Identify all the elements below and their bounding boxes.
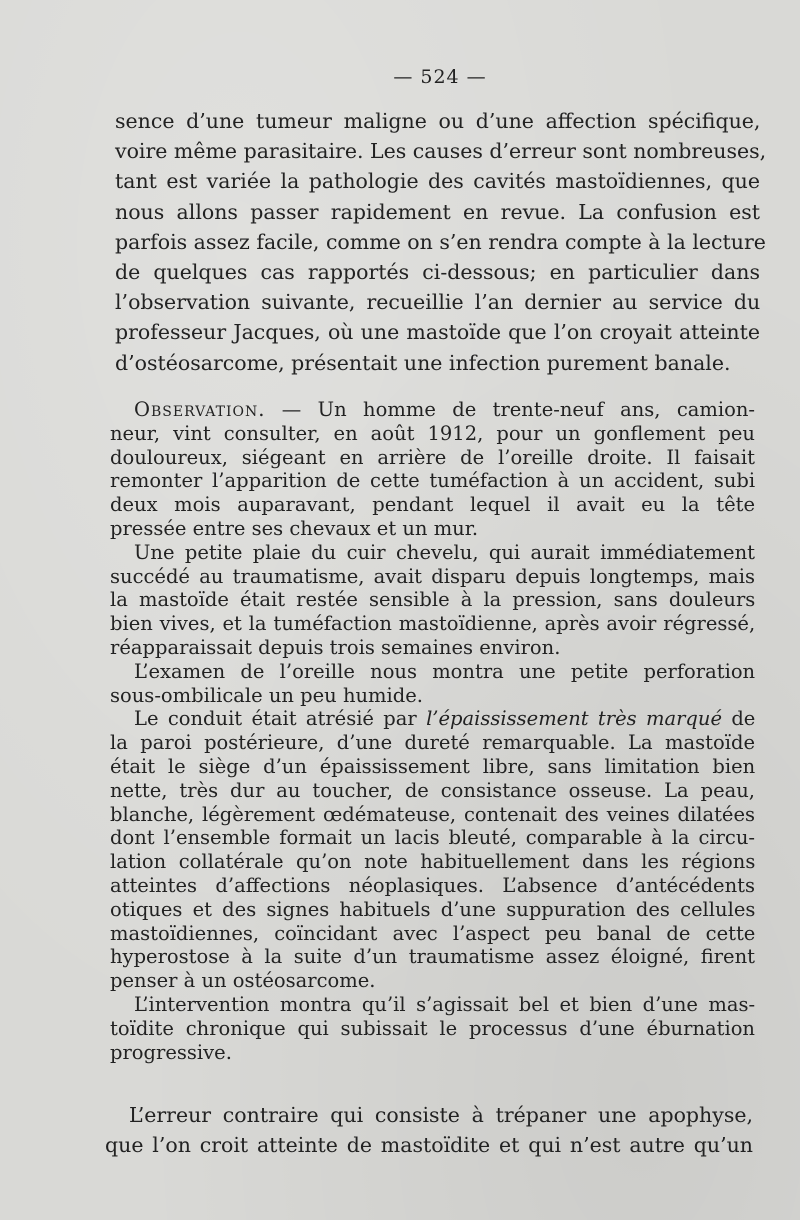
text-line: tant est variée la pathologie des cavités mastoïdiennes, que [115,169,760,194]
text-line: nous allons passer rapidement en revue. La confusion est [115,199,760,224]
text-line: professeur Jacques, où une mastoïde que l’on croyait atteinte [115,320,760,345]
text-line: sence d’une tumeur maligne ou d’une affection spécifique, [115,109,761,133]
text-line: L’erreur contraire qui consiste à trépaner une apophyse, [129,1103,753,1127]
observation-first-line-text: — Un homme de trente-neuf ans, camion- [265,398,755,421]
text-line: réapparaissait depuis trois semaines environ. [110,635,561,659]
intro-paragraph [115,106,767,378]
observation-section [110,398,755,1064]
italic-phrase: l’épaississement très marqué [426,707,722,731]
text-line: toïdite chronique qui subissait le processus d’une éburnation [110,1016,755,1040]
observation-heading: Observation. [134,398,266,421]
text-line: mastoïdiennes, coïncidant avec l’aspect peu banal de cette [110,921,756,945]
text-line: l’observation suivante, recueillie l’an dernier au service du [115,290,761,315]
text-line: Une petite plaie du cuir chevelu, qui aurait immédiatement [134,540,755,564]
text-line: sous-ombilicale un peu humide. [110,683,424,707]
text-line: douloureux, siégeant en arrière de l’oreille droite. Il faisait [110,445,755,469]
text-line: L’examen de l’oreille nous montra une petite perforation [134,659,756,683]
text-line: succédé au traumatisme, avait disparu depuis longtemps, mais [110,564,755,588]
text-line: nette, très dur au toucher, de consistance osseuse. La peau, [110,778,755,802]
text-line: voire même parasitaire. Les causes d’erreur sont nombreuses, [115,139,767,164]
text-line: la paroi postérieure, d’une dureté remarquable. La mastoïde [110,731,755,755]
text-line: blanche, légèrement œdémateuse, contenait des veines dilatées [110,802,755,826]
text-line: progressive. [110,1040,232,1064]
text-line: d’ostéosarcome, présentait une infection purement banale. [115,350,731,375]
text-line [110,707,755,731]
text-line: neur, vint consulter, en août 1912, pour un gonflement peu [110,421,755,445]
text-line: pressée entre ses chevaux et un mur. [110,516,479,540]
observation-first-line [110,398,755,422]
text-line: penser à un ostéosarcome. [110,969,376,993]
text-run: Le conduit était atrésié par [134,707,427,731]
text-line: deux mois auparavant, pendant lequel il avait eu la tête [110,493,755,517]
text-line: que l’on croit atteinte de mastoïdite et qui n’est autre qu’un [105,1133,753,1157]
text-run: de [722,707,756,731]
text-line: hyperostose à la suite d’un traumatisme assez éloigné, firent [110,945,755,969]
text-line: bien vives, et la tuméfaction mastoïdienne, après avoir régressé, [110,612,756,636]
text-line: otiques et des signes habituels d’une suppuration des cellules [110,897,756,921]
text-line: était le siège d’un épaississement libre, sans limitation bien [110,754,756,778]
text-line: atteintes d’affections néoplasiques. L’absence d’antécédents [110,873,755,897]
text-line: lation collatérale qu’on note habituellement dans les régions [110,850,756,874]
conclusion-paragraph [105,1100,753,1160]
text-line: la mastoïde était restée sensible à la pression, sans douleurs [110,588,756,612]
text-line: remonter l’apparition de cette tuméfaction à un accident, subi [110,469,756,493]
page-number: — 524 — [393,66,487,88]
text-line: de quelques cas rapportés ci-dessous; en particulier dans [115,260,760,285]
text-line: L’intervention montra qu’il s’agissait bel et bien d’une mas- [134,992,756,1016]
text-line: dont l’ensemble formait un lacis bleuté, comparable à la circu- [110,826,755,850]
text-line: parfois assez facile, comme on s’en rendra compte à la lecture [115,229,766,254]
